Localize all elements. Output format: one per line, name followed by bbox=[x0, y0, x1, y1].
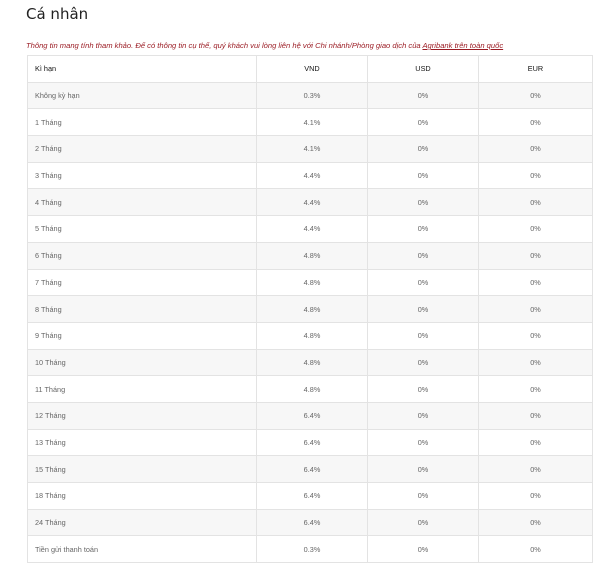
table-row bbox=[28, 242, 593, 269]
usd-rate-cell: 0% bbox=[368, 296, 479, 323]
eur-rate-cell: 0% bbox=[479, 349, 593, 376]
usd-rate-cell: 0% bbox=[368, 242, 479, 269]
table-row bbox=[28, 109, 593, 136]
term-cell: 1 Tháng bbox=[28, 109, 257, 136]
vnd-rate-cell: 4.4% bbox=[257, 162, 368, 189]
header-term: Kì hạn bbox=[28, 56, 257, 83]
table-row bbox=[28, 82, 593, 109]
header-usd: USD bbox=[368, 56, 479, 83]
usd-rate-cell: 0% bbox=[368, 136, 479, 163]
interest-rate-table bbox=[27, 55, 593, 563]
usd-rate-cell: 0% bbox=[368, 189, 479, 216]
usd-rate-cell: 0% bbox=[368, 109, 479, 136]
eur-rate-cell: 0% bbox=[479, 109, 593, 136]
vnd-rate-cell: 4.8% bbox=[257, 349, 368, 376]
eur-rate-cell: 0% bbox=[479, 82, 593, 109]
vnd-rate-cell: 0.3% bbox=[257, 536, 368, 563]
vnd-rate-cell: 4.8% bbox=[257, 296, 368, 323]
eur-rate-cell: 0% bbox=[479, 483, 593, 510]
term-cell: 9 Tháng bbox=[28, 322, 257, 349]
usd-rate-cell: 0% bbox=[368, 162, 479, 189]
eur-rate-cell: 0% bbox=[479, 402, 593, 429]
eur-rate-cell: 0% bbox=[479, 322, 593, 349]
usd-rate-cell: 0% bbox=[368, 509, 479, 536]
vnd-rate-cell: 4.4% bbox=[257, 216, 368, 243]
term-cell: 6 Tháng bbox=[28, 242, 257, 269]
vnd-rate-cell: 4.1% bbox=[257, 136, 368, 163]
eur-rate-cell: 0% bbox=[479, 269, 593, 296]
term-cell: 3 Tháng bbox=[28, 162, 257, 189]
term-cell: 5 Tháng bbox=[28, 216, 257, 243]
page-title: Cá nhân bbox=[26, 5, 89, 23]
vnd-rate-cell: 6.4% bbox=[257, 509, 368, 536]
eur-rate-cell: 0% bbox=[479, 242, 593, 269]
usd-rate-cell: 0% bbox=[368, 216, 479, 243]
eur-rate-cell: 0% bbox=[479, 136, 593, 163]
eur-rate-cell: 0% bbox=[479, 376, 593, 403]
usd-rate-cell: 0% bbox=[368, 483, 479, 510]
table-row bbox=[28, 509, 593, 536]
table-row bbox=[28, 136, 593, 163]
eur-rate-cell: 0% bbox=[479, 162, 593, 189]
term-cell: Không kỳ hạn bbox=[28, 82, 257, 109]
term-cell: 13 Tháng bbox=[28, 429, 257, 456]
term-cell: 12 Tháng bbox=[28, 402, 257, 429]
eur-rate-cell: 0% bbox=[479, 536, 593, 563]
term-cell: 15 Tháng bbox=[28, 456, 257, 483]
vnd-rate-cell: 4.8% bbox=[257, 376, 368, 403]
term-cell: 7 Tháng bbox=[28, 269, 257, 296]
eur-rate-cell: 0% bbox=[479, 456, 593, 483]
vnd-rate-cell: 4.1% bbox=[257, 109, 368, 136]
vnd-rate-cell: 0.3% bbox=[257, 82, 368, 109]
vnd-rate-cell: 4.8% bbox=[257, 242, 368, 269]
table-row bbox=[28, 483, 593, 510]
vnd-rate-cell: 4.4% bbox=[257, 189, 368, 216]
table-row bbox=[28, 322, 593, 349]
term-cell: 24 Tháng bbox=[28, 509, 257, 536]
usd-rate-cell: 0% bbox=[368, 536, 479, 563]
table-row bbox=[28, 536, 593, 563]
branch-network-link[interactable]: Agribank trên toàn quốc bbox=[422, 41, 504, 50]
vnd-rate-cell: 4.8% bbox=[257, 322, 368, 349]
term-cell: 4 Tháng bbox=[28, 189, 257, 216]
usd-rate-cell: 0% bbox=[368, 269, 479, 296]
usd-rate-cell: 0% bbox=[368, 429, 479, 456]
eur-rate-cell: 0% bbox=[479, 296, 593, 323]
table-row bbox=[28, 189, 593, 216]
table-row bbox=[28, 216, 593, 243]
table-row bbox=[28, 402, 593, 429]
eur-rate-cell: 0% bbox=[479, 189, 593, 216]
table-row bbox=[28, 162, 593, 189]
vnd-rate-cell: 4.8% bbox=[257, 269, 368, 296]
table-row bbox=[28, 349, 593, 376]
term-cell: 2 Tháng bbox=[28, 136, 257, 163]
usd-rate-cell: 0% bbox=[368, 82, 479, 109]
table-row bbox=[28, 269, 593, 296]
vnd-rate-cell: 6.4% bbox=[257, 483, 368, 510]
vnd-rate-cell: 6.4% bbox=[257, 456, 368, 483]
eur-rate-cell: 0% bbox=[479, 429, 593, 456]
table-row bbox=[28, 296, 593, 323]
usd-rate-cell: 0% bbox=[368, 456, 479, 483]
usd-rate-cell: 0% bbox=[368, 349, 479, 376]
eur-rate-cell: 0% bbox=[479, 216, 593, 243]
table-row bbox=[28, 376, 593, 403]
table-row bbox=[28, 456, 593, 483]
notice-message: Thông tin mang tính tham khảo. Để có thông tin cụ thể, quý khách vui lòng liên hệ với Chi nhánh/Phòng giao dịch của bbox=[26, 41, 423, 50]
notice-text bbox=[26, 41, 503, 50]
usd-rate-cell: 0% bbox=[368, 376, 479, 403]
term-cell: 11 Tháng bbox=[28, 376, 257, 403]
term-cell: Tiền gửi thanh toán bbox=[28, 536, 257, 563]
term-cell: 8 Tháng bbox=[28, 296, 257, 323]
header-vnd: VND bbox=[257, 56, 368, 83]
vnd-rate-cell: 6.4% bbox=[257, 429, 368, 456]
eur-rate-cell: 0% bbox=[479, 509, 593, 536]
term-cell: 10 Tháng bbox=[28, 349, 257, 376]
table-body bbox=[28, 82, 593, 562]
table-row bbox=[28, 429, 593, 456]
vnd-rate-cell: 6.4% bbox=[257, 402, 368, 429]
usd-rate-cell: 0% bbox=[368, 402, 479, 429]
term-cell: 18 Tháng bbox=[28, 483, 257, 510]
table-header-row bbox=[28, 56, 593, 83]
usd-rate-cell: 0% bbox=[368, 322, 479, 349]
header-eur: EUR bbox=[479, 56, 593, 83]
